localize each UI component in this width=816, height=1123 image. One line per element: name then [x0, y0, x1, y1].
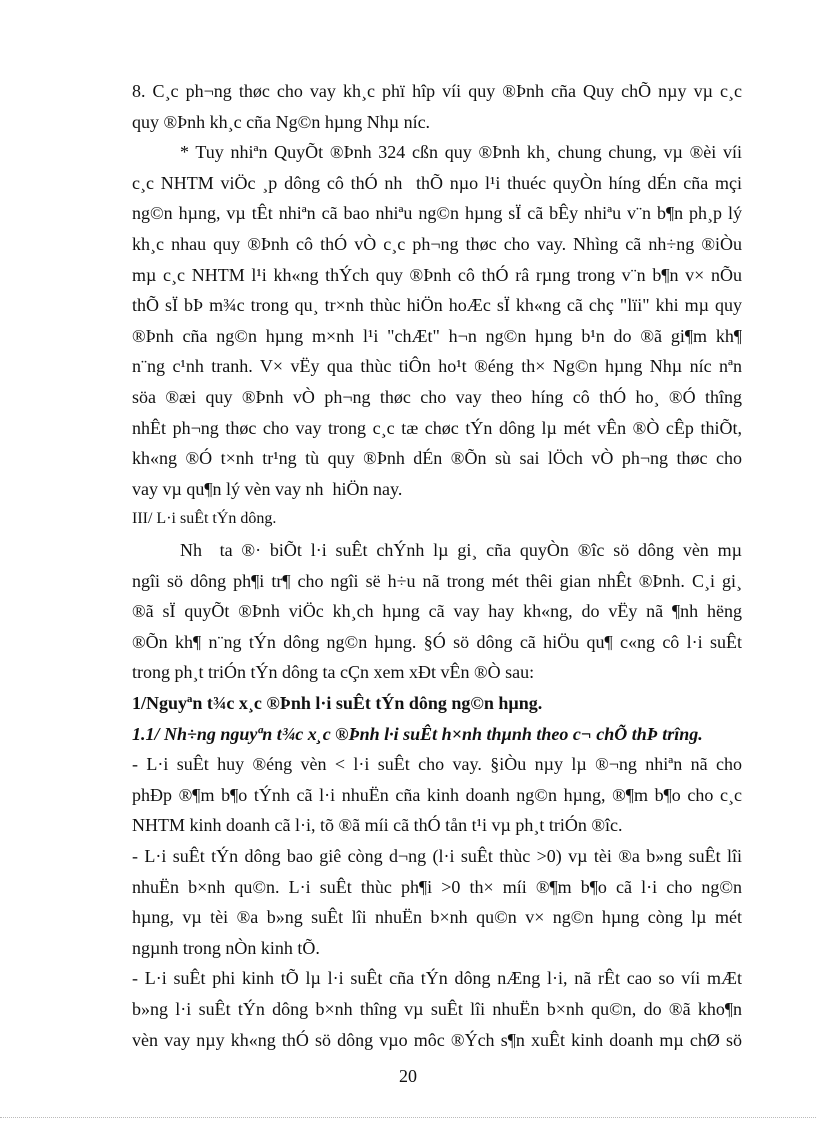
subsection-heading: 1/Nguyªn t¾c x¸c ®Þnh l·i suÊt tÝn dông ng©n hµng.	[132, 693, 543, 713]
page-bottom-border	[0, 1117, 816, 1118]
text-line: vèn vay nµy kh«ng thÓ sö dông vµo môc ®Ých s¶n xuÊt kinh doanh mµ chØ sö	[132, 1029, 742, 1050]
text-line: quy ®Þnh kh¸c cña Ng©n hµng Nhµ níc.	[132, 111, 431, 132]
text-line: ng©n hµng, vµ tÊt nhiªn cã bao nhiªu ng©n hµng sÏ cã bÊy nhiªu v¨n b¶n ph¸p lý	[132, 203, 742, 224]
text-line: c¸c NHTM viÖc ¸p dông cô thÓ nh thÕ nµo l¹i thuéc quyÒn híng dÉn cña mçi	[132, 172, 742, 193]
subsubsection-heading: 1.1/ Nh÷ng nguyªn t¾c x¸c ®Þnh l·i suÊt h×nh thµnh theo c¬ chÕ thÞ trîng.	[132, 723, 703, 744]
text-line: phÐp ®¶m b¶o tÝnh cã l·i nhuËn cña kinh doanh ng©n hµng, ®¶m b¶o cho c¸c	[132, 784, 742, 805]
text-line: vay vµ qu¶n lý vèn vay nh hiÖn nay.	[132, 478, 403, 499]
page-number: 20	[399, 1066, 417, 1087]
text-line: - L·i suÊt tÝn dông bao giê còng d¬ng (l·i suÊt thùc >0) vµ tèi ®a b»ng suÊt lîi	[132, 846, 742, 866]
text-line: NHTM kinh doanh cã l·i, tõ ®ã míi cã thÓ tån t¹i vµ ph¸t triÓn ®îc.	[132, 815, 623, 836]
text-line: söa ®æi quy ®Þnh vÒ ph¬ng thøc cho vay theo híng cô thÓ ho¸ ®Ó thîng	[132, 387, 742, 407]
text-line: ®Þnh cña ng©n hµng m×nh l¹i "chÆt" h¬n ng©n hµng b¹n do ®ã gi¶m kh¶	[132, 325, 742, 346]
text-line: ngµnh trong nÒn kinh tÕ.	[132, 937, 320, 958]
text-line: ®ã sÏ quyÕt ®Þnh viÖc kh¸ch hµng cã vay hay kh«ng, do vËy nã ¶nh hëng	[132, 601, 742, 622]
text-line: - L·i suÊt phi kinh tÕ lµ l·i suÊt cña tÝn dông nÆng l·i, nã rÊt cao so víi mÆt	[132, 968, 742, 989]
text-line: nhuËn b×nh qu©n. L·i suÊt thùc ph¶i >0 th× míi ®¶m b¶o cã l·i cho ng©n	[132, 876, 742, 897]
text-line: kh¸c nhau quy ®Þnh cô thÓ vÒ c¸c ph¬ng thøc cho vay. Nhìng cã nh÷ng ®iÒu	[132, 234, 742, 254]
text-line: * Tuy nhiªn QuyÕt ®Þnh 324 cßn quy ®Þnh kh¸ chung chung, vµ ®èi víi	[180, 142, 742, 163]
text-line: ®Õn kh¶ n¨ng tÝn dông ng©n hµng. §Ó sö dông cã hiÖu qu¶ c«ng cô l·i suÊt	[132, 631, 742, 652]
section-heading: III/ L·i suÊt tÝn dông.	[132, 510, 277, 528]
text-line: hµng, vµ tèi ®a b»ng suÊt lîi nhuËn b×nh qu©n v× ng©n hµng còng lµ mét	[132, 907, 742, 928]
text-line: trong ph¸t triÓn tÝn dông ta cÇn xem xÐt vÊn ®Ò sau:	[132, 662, 535, 683]
text-line: Nh ta ®· biÕt l·i suÊt chÝnh lµ gi¸ cña quyÒn ®îc sö dông vèn mµ	[180, 540, 742, 560]
text-line: ngîi sö dông ph¶i tr¶ cho ngîi së h÷u nã trong mét thêi gian nhÊt ®Þnh. C¸i gi¸	[132, 570, 742, 591]
text-line: thÕ sÏ bÞ m¾c trong qu¸ tr×nh thùc hiÖn hoÆc sÏ kh«ng cã chç "lïi" khi mµ quy	[132, 295, 742, 316]
text-line: n¨ng c¹nh tranh. V× vËy qua thùc tiÔn ho¹t ®éng th× Ng©n hµng Nhµ níc nªn	[132, 356, 742, 377]
text-line: nhÊt ph¬ng thøc cho vay trong c¸c tæ chøc tÝn dông lµ mét vÊn ®Ò cÊp thiÕt,	[132, 417, 742, 438]
text-line: mµ c¸c NHTM l¹i kh«ng thÝch quy ®Þnh cô thÓ râ rµng trong v¨n b¶n v× nÕu	[132, 264, 742, 285]
text-line: b»ng l·i suÊt tÝn dông b×nh thîng vµ suÊt lîi nhuËn b×nh qu©n, do ®ã kho¶n	[132, 999, 742, 1019]
text-line: 8. C¸c ph¬ng thøc cho vay kh¸c phï hîp víi quy ®Þnh cña Quy chÕ nµy vµ c¸c	[132, 81, 742, 101]
text-line: - L·i suÊt huy ®éng vèn < l·i suÊt cho vay. §iÒu nµy lµ ®¬ng nhiªn nã cho	[132, 754, 742, 775]
text-line: kh«ng ®Ó t×nh tr¹ng tù quy ®Þnh dÉn ®Õn sù sai lÖch vÒ ph¬ng thøc cho	[132, 448, 742, 469]
